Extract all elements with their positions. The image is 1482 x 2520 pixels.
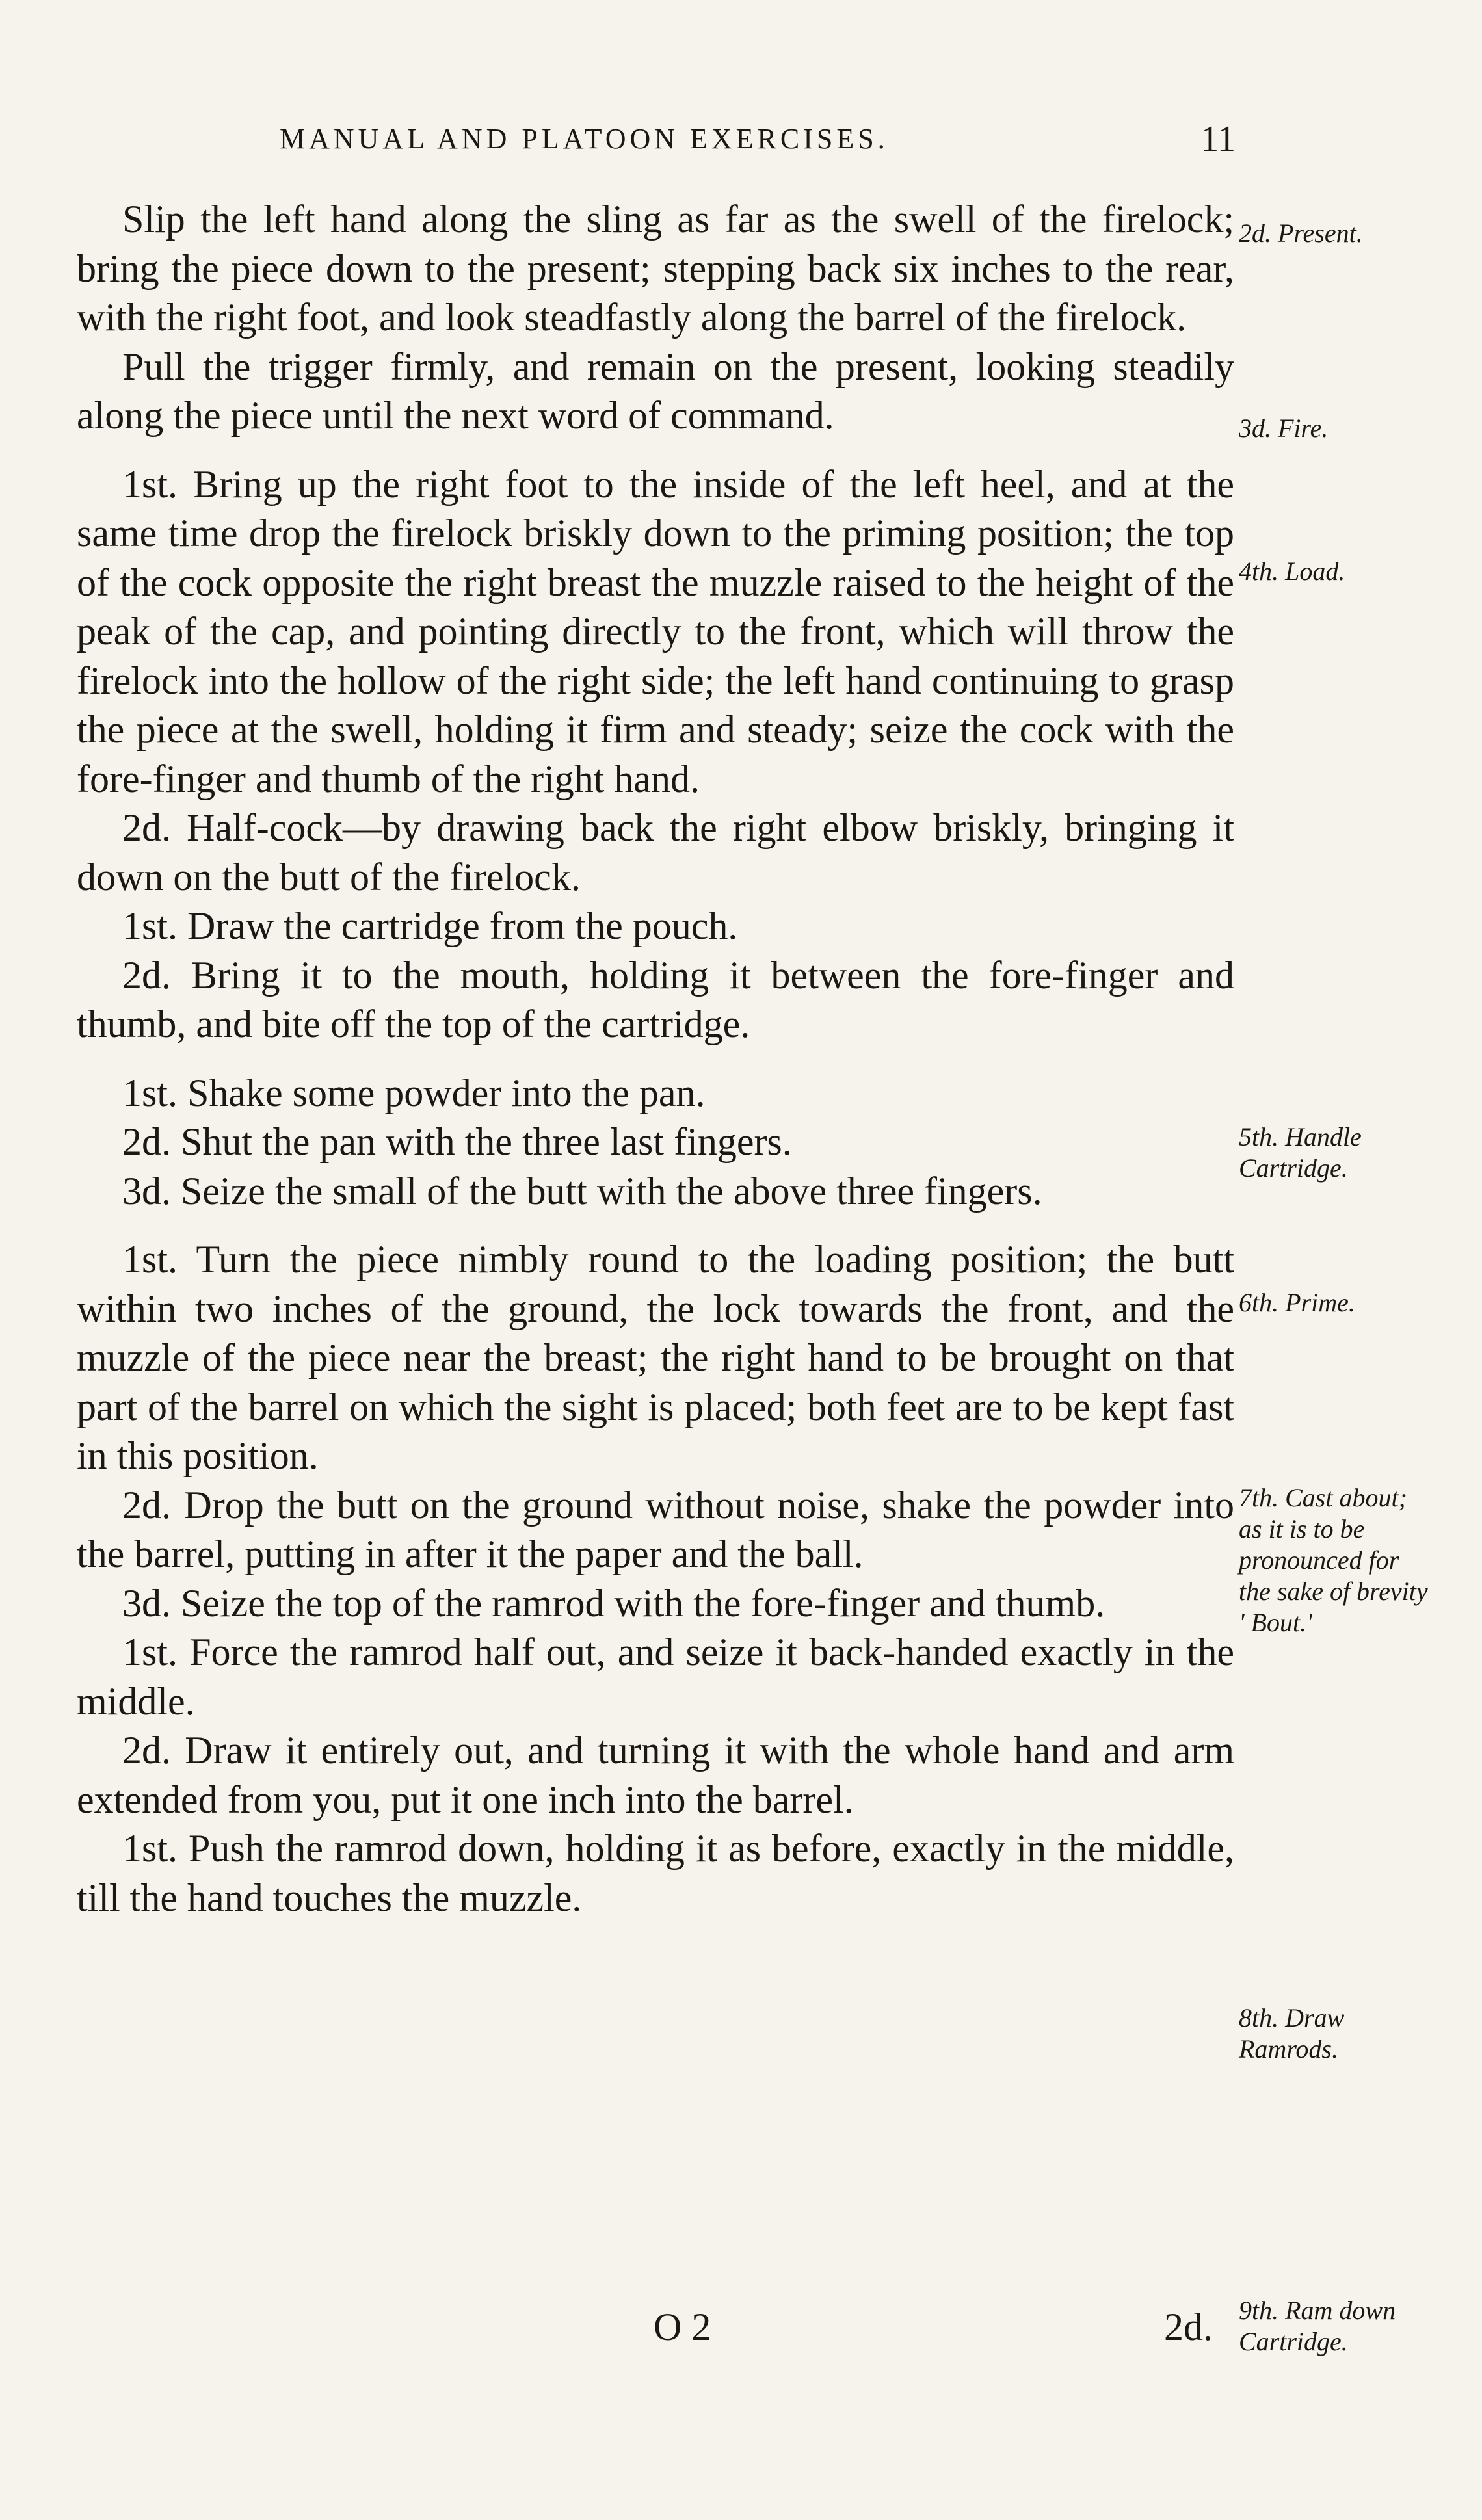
paragraph-draw-1st: 1st. Force the ramrod half out, and seize it back-handed exactly in the middle.: [77, 1631, 1234, 1723]
paragraph-draw-2d: 2d. Draw it entirely out, and turning it with the whole hand and arm extended from you, put it one inch into the barrel.: [77, 1729, 1234, 1821]
main-text: [77, 195, 1234, 1923]
margin-note-handle-cartridge: 5th. Handle Cartridge.: [1239, 1122, 1362, 1183]
paragraph-handle-2d: 2d. Bring it to the mouth, holding it between the fore-finger and thumb, and bite off the top of the cartridge.: [77, 953, 1234, 1045]
paragraph-present: Slip the left hand along the sling as far as the swell of the firelock; bring the piece down to the present; stepping back six inches to the rear, with the right foot, and look steadfastly along the barrel of the firelock.: [77, 198, 1234, 339]
paragraph-load-2d: 2d. Half-cock—by drawing back the right elbow briskly, bringing it down on the butt of the firelock.: [77, 806, 1234, 899]
signature-mark: O 2: [654, 2305, 711, 2348]
running-header: [280, 119, 1236, 174]
margin-note-draw-ramrods: 8th. Draw Ramrods.: [1239, 2003, 1345, 2064]
paragraph-cast-2d: 2d. Drop the butt on the ground without noise, shake the powder into the barrel, putting in after it the paper and the ball.: [77, 1483, 1234, 1575]
paragraph-ram-1st: 1st. Push the ramrod down, holding it as before, exactly in the middle, till the hand touches the muzzle.: [77, 1827, 1234, 1919]
margin-note-prime: 6th. Prime.: [1239, 1288, 1355, 1317]
paragraph-cast-3d: 3d. Seize the top of the ramrod with the fore-finger and thumb.: [122, 1581, 1105, 1625]
paragraph-prime-1st: 1st. Shake some powder into the pan.: [122, 1071, 706, 1114]
paragraph-prime-3d: 3d. Seize the small of the butt with the above three fingers.: [122, 1169, 1042, 1213]
paragraph-prime-2d: 2d. Shut the pan with the three last fingers.: [122, 1120, 792, 1163]
page-number: 11: [1200, 119, 1236, 159]
paragraph-load-1st: 1st. Bring up the right foot to the inside of the left heel, and at the same time drop the firelock briskly down to the priming position; the top of the cock opposite the right breast the muzzle raised to the height of the peak of the cap, and pointing directly to the front, which will throw the firelock into the hollow of the right side; the left hand continuing to grasp the piece at the swell, holding it firm and steady; seize the cock with the fore-finger and thumb of the right hand.: [77, 462, 1234, 800]
running-title: MANUAL AND PLATOON EXERCISES.: [280, 123, 889, 155]
margin-note-load: 4th. Load.: [1239, 557, 1345, 586]
margin-note-fire: 3d. Fire.: [1239, 413, 1329, 443]
margin-note-ram-down: 9th. Ram down Cartridge.: [1239, 2296, 1396, 2356]
catchword: 2d.: [1164, 2305, 1213, 2348]
paragraph-cast-1st: 1st. Turn the piece nimbly round to the loading position; the butt within two inches of the ground, the lock towards the front, and the muzzle of the piece near the breast; the right hand to be brought on that part of the barrel on which the sight is placed; both feet are to be kept fast in this position.: [77, 1238, 1234, 1477]
margin-note-cast-about: 7th. Cast about; as it is to be pronounced for the sake of brevity ' Bout.': [1239, 1483, 1428, 1637]
margin-note-present: 2d. Present.: [1239, 218, 1363, 248]
paragraph-fire: Pull the trigger firmly, and remain on the present, looking steadily along the piece until the next word of command.: [77, 345, 1234, 437]
paragraph-handle-1st: 1st. Draw the cartridge from the pouch.: [122, 904, 738, 947]
